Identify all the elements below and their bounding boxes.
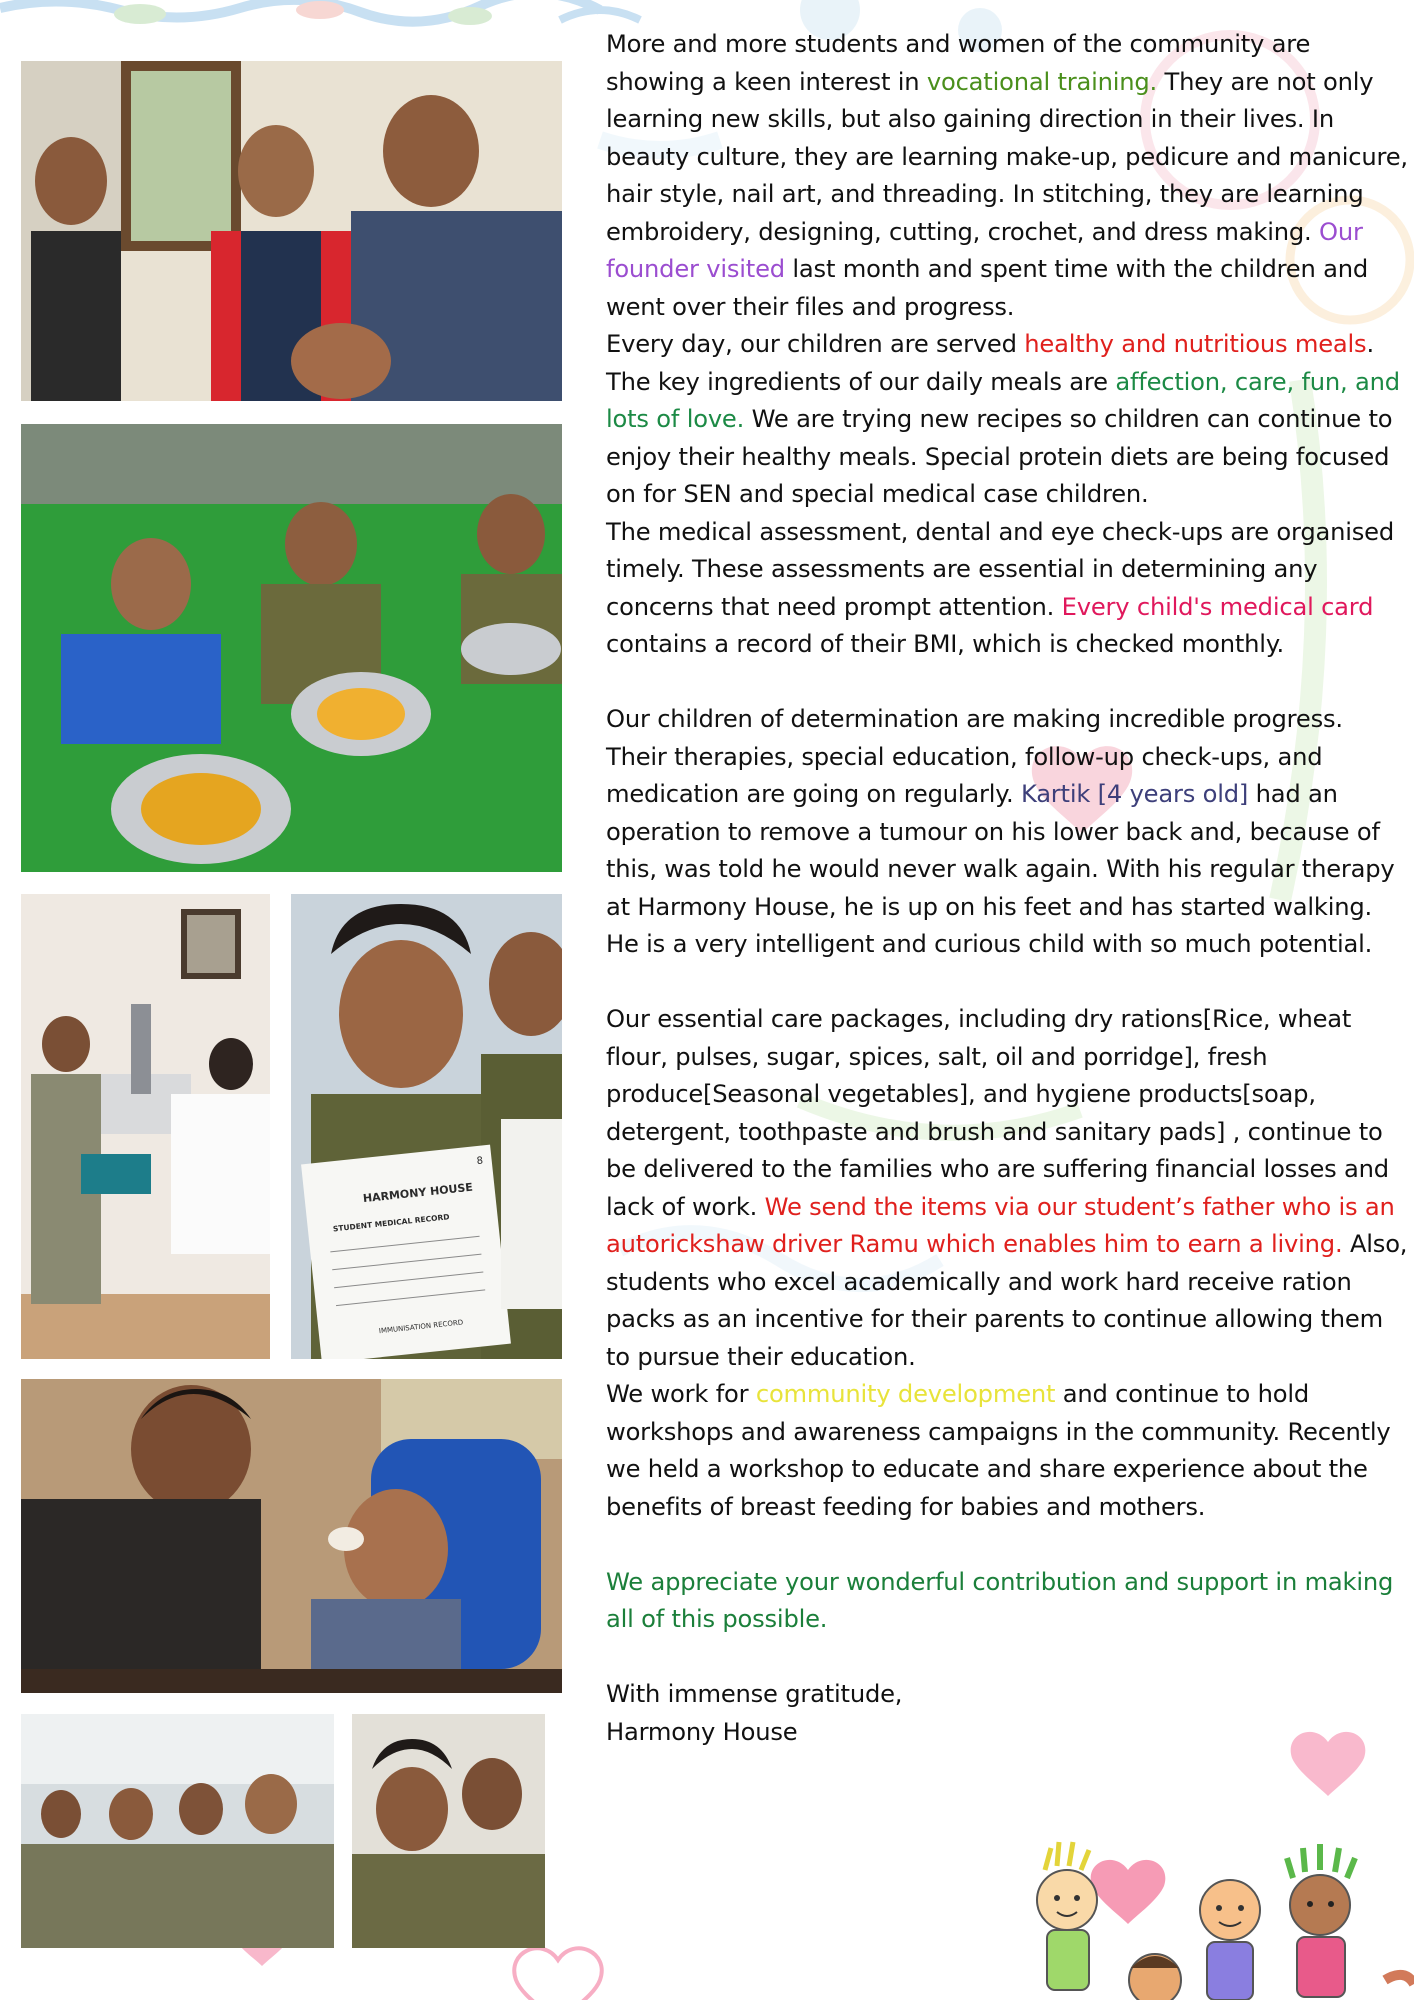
- paragraph-vocational: [606, 26, 1408, 326]
- text-segment: had an operation to remove a tumour on his lower back and, because of this, was told he would never walk again. With his regular therapy at Harmony House, he is up on his feet and has started walking. He is a very intelligent and curious child with so much potential.: [606, 780, 1395, 958]
- highlight-healthy-meals: healthy and nutritious meals: [1024, 330, 1367, 358]
- highlight-founder-visited: Our founder visited: [606, 217, 1363, 283]
- text-segment: They are not only learning new skills, but also gaining direction in their lives. In beauty culture, they are learning make-up, pedicure and manicure, hair style, nail art, and threading. In stitching, they are learning embroidery, designing, cutting, crochet, and dress making.: [606, 67, 1408, 246]
- paragraph-community: [606, 1376, 1408, 1526]
- fish-pattern-icon: [0, 0, 640, 25]
- record-subtitle-text: IMMUNISATION RECORD: [378, 1318, 464, 1336]
- photo-eye-checkup: [21, 894, 270, 1359]
- highlight-vocational-training: vocational training.: [926, 67, 1158, 96]
- text-segment: Also, students who excel academically and work hard receive ration packs as an incentive for their parents to continue allowing them to pursue their education.: [606, 1230, 1408, 1371]
- kid-figure-icon: [1037, 1842, 1097, 1990]
- highlight-community-development: community development: [755, 1380, 1056, 1408]
- children-meal-photo-icon: [21, 424, 562, 872]
- cartoon-kids-illustration-icon: [1005, 1830, 1414, 2000]
- photo-beauty-training: [21, 61, 562, 401]
- record-org-text: HARMONY HOUSE: [362, 1180, 474, 1206]
- children-photo-icon: [352, 1714, 545, 1948]
- beauty-training-photo-icon: [21, 61, 562, 401]
- text-segment: More and more students and women of the community are showing a keen interest in: [606, 30, 1311, 96]
- text-segment: last month and spent time with the children and went over their files and progress.: [606, 255, 1369, 321]
- text-segment: Our children of determination are making incredible progress. Their therapies, special education, follow-up check-ups, and medication are going on regularly.: [606, 705, 1343, 808]
- text-segment: contains a record of their BMI, which is checked monthly.: [606, 630, 1284, 658]
- eye-checkup-photo-icon: [21, 894, 270, 1359]
- heart-outline-icon: [514, 1948, 601, 2000]
- thanks-message: We appreciate your wonderful contribution and support in making all of this possible.: [606, 1567, 1394, 1633]
- photo-dental-checkup: [21, 1379, 562, 1693]
- kid-figure-icon: [1200, 1880, 1260, 2000]
- photo-children-meal: [21, 424, 562, 872]
- record-title-text: STUDENT MEDICAL RECORD: [332, 1212, 450, 1234]
- photo-medical-record: [291, 894, 562, 1359]
- photo-children-smiling: [352, 1714, 545, 1948]
- highlight-autorickshaw: We send the items via our student’s father who is an autorickshaw driver Ramu which enables him to earn a living.: [606, 1192, 1395, 1258]
- article-text: [606, 26, 1408, 1751]
- highlight-affection: affection, care, fun, and lots of love.: [606, 367, 1400, 433]
- highlight-medical-card: Every child's medical card: [1061, 592, 1374, 621]
- paragraph-meals: [606, 326, 1408, 514]
- medical-record-photo-icon: [291, 894, 562, 1359]
- group-photo-icon: [21, 1714, 334, 1948]
- highlight-kartik: Kartik [4 years old]: [1020, 780, 1249, 808]
- photo-girls-group: [21, 1714, 334, 1948]
- text-segment: . The key ingredients of our daily meals are: [606, 330, 1374, 396]
- kid-figure-icon: [1129, 1954, 1181, 2000]
- text-segment: Every day, our children are served: [606, 330, 1025, 358]
- dental-checkup-photo-icon: [21, 1379, 562, 1693]
- text-segment: Our essential care packages, including dry rations[Rice, wheat flour, pulses, sugar, spices, salt, oil and porridge], fresh produce[Seasonal vegetables], and hygiene products[soap, detergent, toothpaste and brush and sanitary pads] , continue to be delivered to the families who are suffering financial losses and lack of work.: [606, 1005, 1389, 1221]
- text-segment: We are trying new recipes so children can continue to enjoy their healthy meals. Special protein diets are being focused on for SEN and special medical case children.: [606, 405, 1393, 508]
- paragraph-medical: [606, 514, 1408, 664]
- record-number-text: 8: [476, 1155, 484, 1168]
- kid-figure-icon: [1287, 1844, 1355, 1997]
- text-segment: We work for: [606, 1380, 756, 1408]
- signoff-line-2: Harmony House: [606, 1717, 798, 1746]
- paragraph-care-packages: [606, 1001, 1408, 1376]
- text-segment: The medical assessment, dental and eye check-ups are organised timely. These assessments are essential in determining any concerns that need prompt attention.: [606, 517, 1394, 621]
- signoff-line-1: With immense gratitude,: [606, 1680, 903, 1708]
- paragraph-determination: [606, 701, 1408, 964]
- text-segment: and continue to hold workshops and awareness campaigns in the community. Recently we held a workshop to educate and share experience about the benefits of breast feeding for babies and mothers.: [606, 1380, 1391, 1521]
